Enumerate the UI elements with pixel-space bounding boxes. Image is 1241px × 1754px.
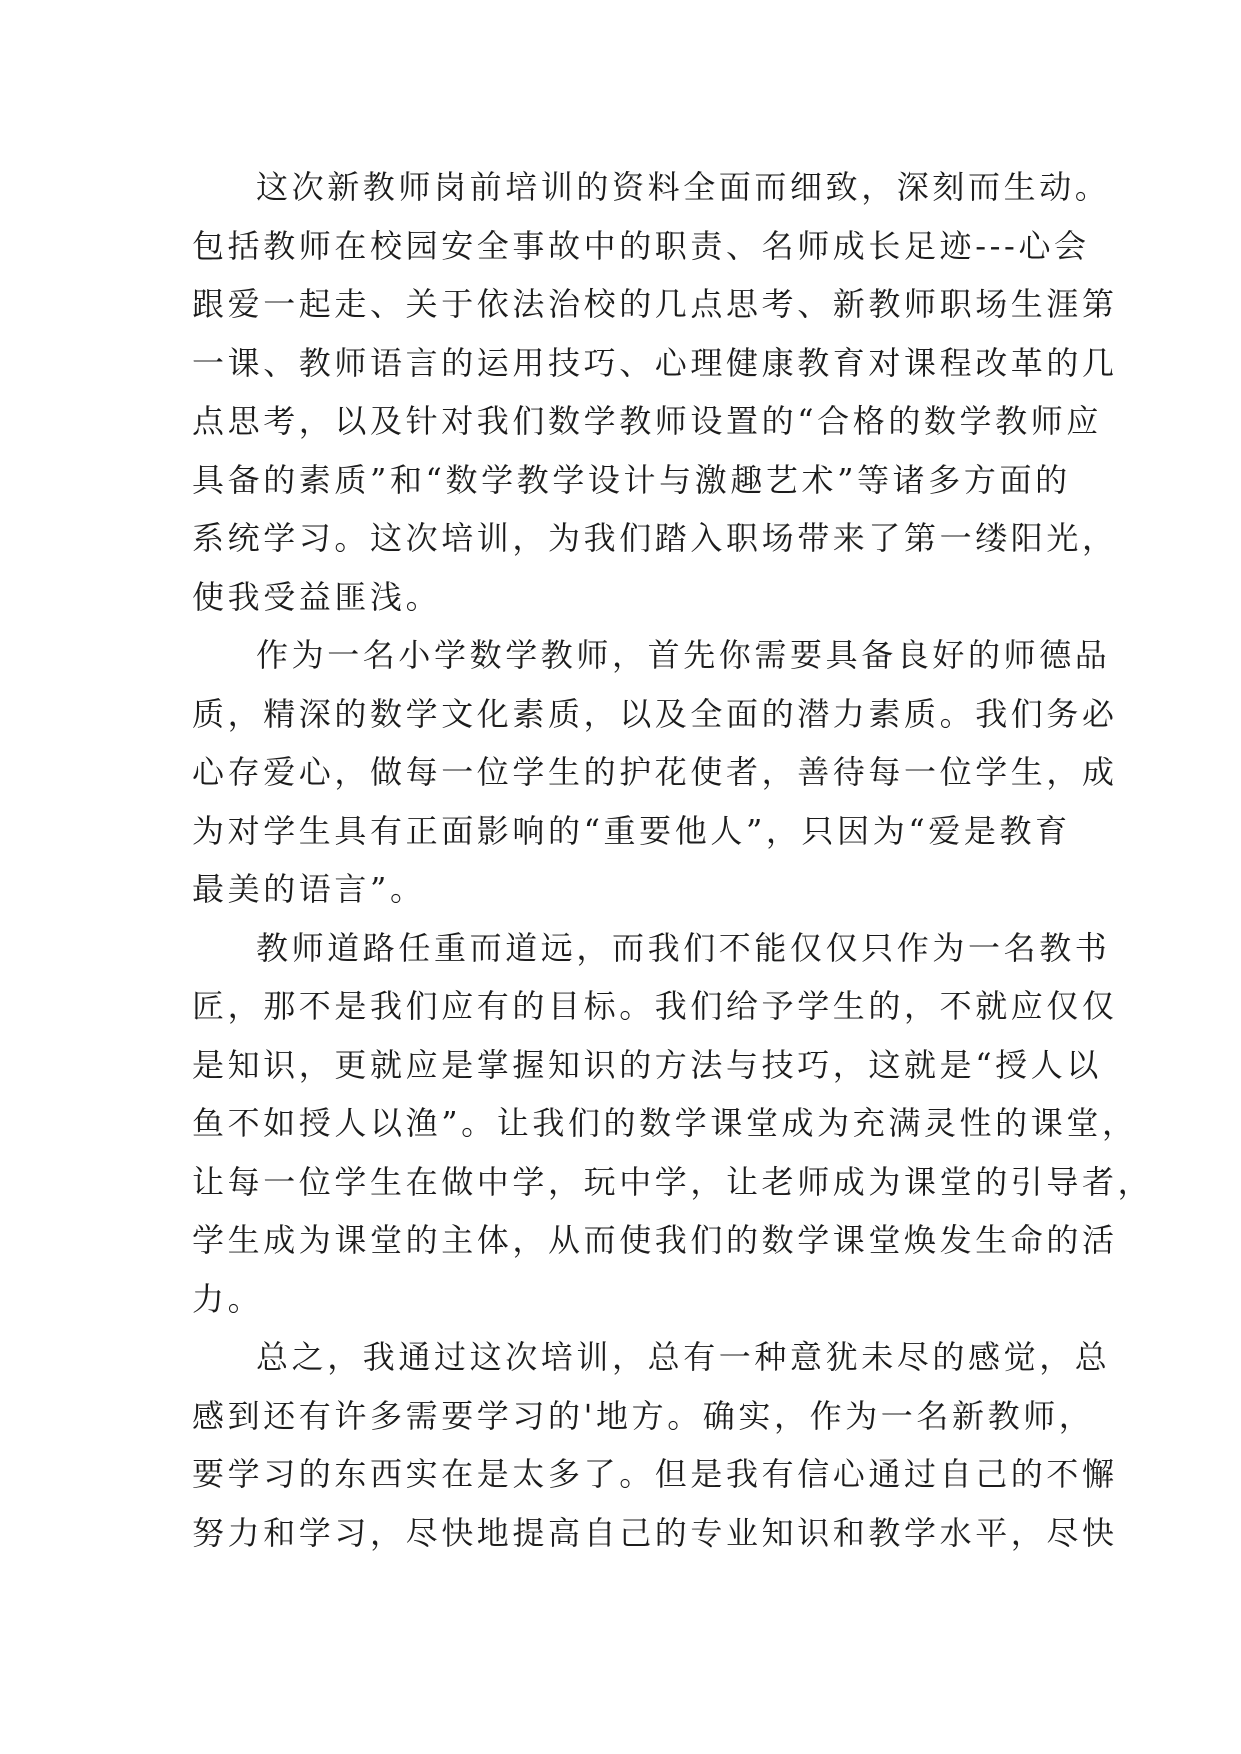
text-line: 这次新教师岗前培训的资料全面而细致，深刻而生动。: [256, 168, 1111, 206]
text-line: 心存爱心，做每一位学生的护花使者，善待每一位学生，成: [192, 753, 1118, 791]
text-line: 是知识，更就应是掌握知识的方法与技巧，这就是“授人以: [192, 1045, 1102, 1084]
text-line: 跟爱一起走、关于依法治校的几点思考、新教师职场生涯第: [192, 285, 1118, 323]
text-line: 让每一位学生在做中学，玩中学，让老师成为课堂的引导者，: [192, 1162, 1154, 1201]
text-line: 最美的语言”。: [192, 870, 426, 908]
text-line: 质，精深的数学文化素质，以及全面的潜力素质。我们务必: [192, 694, 1118, 733]
text-line: 要学习的东西实在是太多了。但是我有信心通过自己的不懈: [192, 1455, 1118, 1493]
text-line: 作为一名小学数学教师，首先你需要具备良好的师德品: [256, 636, 1111, 674]
text-line: 感到还有许多需要学习的'地方。确实，作为一名新教师，: [192, 1396, 1095, 1435]
text-line: 一课、教师语言的运用技巧、心理健康教育对课程改革的几: [192, 343, 1118, 382]
text-line: 学生成为课堂的主体，从而使我们的数学课堂焕发生命的活: [192, 1221, 1118, 1259]
text-line: 系统学习。这次培训，为我们踏入职场带来了第一缕阳光，: [192, 519, 1118, 557]
text-line: 点思考，以及针对我们数学教师设置的“合格的数学教师应: [192, 402, 1102, 440]
text-line: 匠，那不是我们应有的目标。我们给予学生的，不就应仅仅: [192, 987, 1118, 1025]
text-line: 教师道路任重而道远，而我们不能仅仅只作为一名教书: [256, 928, 1111, 967]
text-line: 具备的素质”和“数学教学设计与激趣艺术”等诸多方面的: [192, 460, 1071, 499]
text-line: 使我受益匪浅。: [192, 577, 442, 616]
text-line: 包括教师在校园安全事故中的职责、名师成长足迹---心会: [192, 226, 1090, 265]
text-line: 为对学生具有正面影响的“重要他人”，只因为“爱是教育: [192, 811, 1071, 850]
text-line: 力。: [192, 1279, 264, 1318]
document-body: [192, 158, 1154, 1562]
text-line: 努力和学习，尽快地提高自己的专业知识和教学水平，尽快: [192, 1513, 1118, 1552]
text-line: 鱼不如授人以渔”。让我们的数学课堂成为充满灵性的课堂，: [192, 1104, 1138, 1142]
text-line: 总之，我通过这次培训，总有一种意犹未尽的感觉，总: [256, 1338, 1111, 1376]
